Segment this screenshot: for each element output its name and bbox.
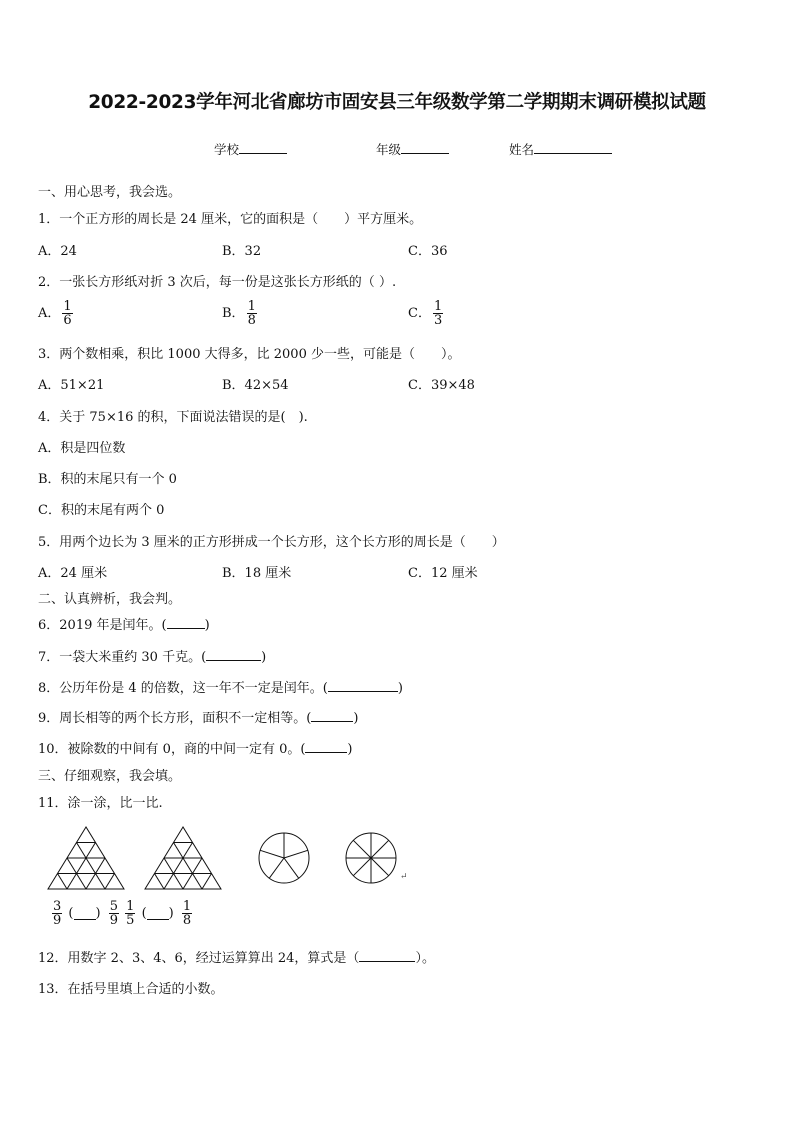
section-2-heading: 二、认真辨析，我会判。 [38,592,182,607]
q5-option-c[interactable]: C．12 厘米 [408,566,478,581]
q6-text: 6．2019 年是闰年。( [38,618,167,633]
name-label: 姓名 [509,142,535,157]
q5-option-b[interactable]: B．18 厘米 [222,566,292,581]
grade-label: 年级 [376,142,402,157]
q12-answer-blank[interactable] [359,949,415,962]
q1-option-a[interactable]: A．24 [38,244,77,259]
q7 [38,646,266,665]
page-title: 2022-2023学年河北省廊坊市固安县三年级数学第二学期期末调研模拟试题 [88,92,706,113]
q5-text: 5．用两个边长为 3 厘米的正方形拼成一个长方形，这个长方形的周长是（ ） [38,535,505,550]
q10-text: 10．被除数的中间有 0，商的中间一定有 0。( [38,742,306,757]
q4-option-a[interactable]: A．积是四位数 [38,441,126,456]
q11-comparison-row [50,900,192,927]
q9-text: 9．周长相等的两个长方形，面积不一定相等。( [38,711,312,726]
q5-option-a[interactable]: A．24 厘米 [38,566,108,581]
compare-blank-2[interactable]: ( ) [141,906,174,921]
q9-answer-blank[interactable] [311,709,353,722]
q2-option-a-label: A． [38,306,61,321]
q8-text: 8．公历年份是 4 的倍数，这一年不一定是闰年。( [38,681,328,696]
q2-option-c[interactable] [408,300,443,327]
fraction-3-9: $\frac{3}{9}$ [53,899,62,928]
q1-option-c[interactable]: C．36 [408,244,448,259]
grade-blank[interactable] [401,140,449,154]
q2-option-a[interactable] [38,300,73,327]
q3-option-b[interactable]: B．42×54 [222,378,289,393]
q2-option-b-label: B． [222,306,245,321]
q2-option-c-fraction: $\frac{1}{3}$ [433,299,443,328]
q11-text: 11．涂一涂，比一比. [38,796,163,811]
compare-blank-1[interactable]: ( ) [68,906,101,921]
q12 [38,947,435,966]
q13-text: 13．在括号里填上合适的小数。 [38,982,224,997]
q10 [38,738,353,757]
q7-close: ) [261,650,267,665]
school-label: 学校 [214,142,240,157]
q4-option-c[interactable]: C．积的末尾有两个 0 [38,503,165,518]
section-3-heading: 三、仔细观察，我会填。 [38,769,182,784]
circle-five-parts-figure[interactable] [258,832,310,884]
name-blank[interactable] [534,140,612,154]
q3-option-c[interactable]: C．39×48 [408,378,475,393]
q9 [38,707,358,726]
q8-answer-blank[interactable] [328,679,398,692]
triangle-grid-figure-1[interactable] [47,826,125,890]
q3-option-a[interactable]: A．51×21 [38,378,105,393]
q3-text: 3．两个数相乘，积比 1000 大得多，比 2000 少一些，可能是（ ）。 [38,347,461,362]
q12-close: ）。 [415,951,435,966]
section-1-heading: 一、用心思考，我会选。 [38,185,182,200]
q8 [38,677,403,696]
q6-close: ) [204,618,210,633]
fraction-5-9: $\frac{5}{9}$ [109,899,118,928]
q7-text: 7．一袋大米重约 30 千克。( [38,650,207,665]
name-field[interactable] [509,140,612,158]
q2-option-a-fraction: $\frac{1}{6}$ [63,299,72,328]
school-field[interactable] [214,140,287,158]
q10-answer-blank[interactable] [305,740,347,753]
q6-answer-blank[interactable] [167,616,205,629]
grade-field[interactable] [376,140,449,158]
q6 [38,614,210,633]
q2-option-b-fraction: $\frac{1}{8}$ [247,299,256,328]
q2-text: 2．一张长方形纸对折 3 次后，每一份是这张长方形纸的（ ）. [38,275,397,290]
q7-answer-blank[interactable] [206,648,261,661]
circle-eight-parts-figure[interactable] [345,832,397,884]
q1-text: 1．一个正方形的周长是 24 厘米，它的面积是（ ）平方厘米。 [38,212,423,227]
return-mark-icon: ↵ [400,872,408,882]
q10-close: ) [347,742,353,757]
q9-close: ) [353,711,359,726]
q2-option-c-label: C． [408,306,431,321]
triangle-grid-figure-2[interactable] [144,826,222,890]
q2-option-b[interactable] [222,300,257,327]
fraction-1-5: $\frac{1}{5}$ [126,899,135,928]
fraction-1-8: $\frac{1}{8}$ [182,899,192,928]
q4-option-b[interactable]: B．积的末尾只有一个 0 [38,472,177,487]
q8-close: ) [397,681,403,696]
q4-text: 4．关于 75×16 的积，下面说法错误的是( ). [38,410,308,425]
school-blank[interactable] [239,140,287,154]
q1-option-b[interactable]: B．32 [222,244,262,259]
q12-text: 12．用数字 2、3、4、6，经过运算算出 24，算式是（ [38,951,360,966]
